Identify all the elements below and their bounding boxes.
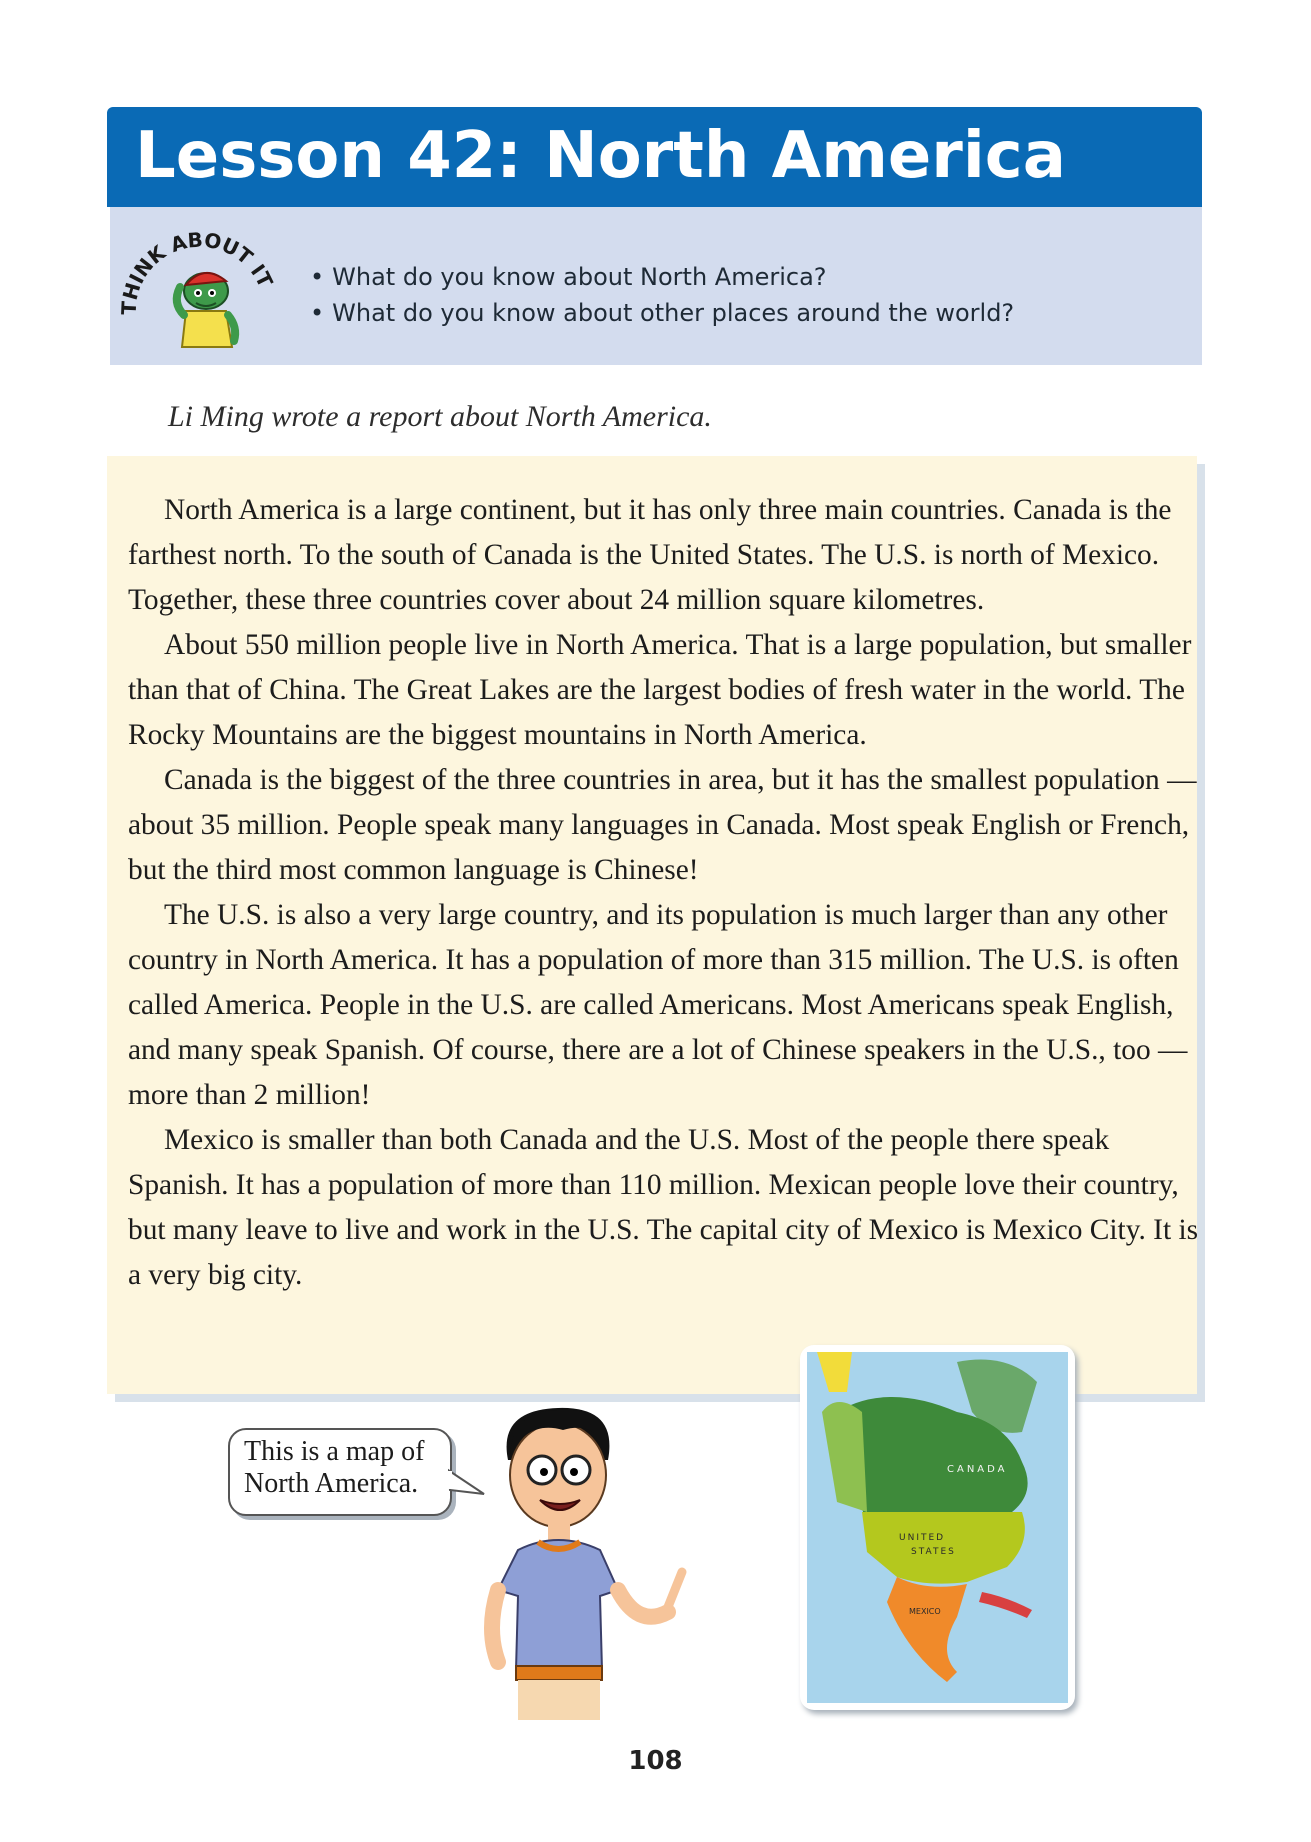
map-label: STATES	[911, 1547, 956, 1557]
map-frame	[800, 1345, 1075, 1710]
report-paragraph: Mexico is smaller than both Canada and the U.S. Most of the people there speak Spanish. It has a population of more than 110 million. Mexican people love their country, but many leave to live and work in the U.S. The capital city of Mexico is Mexico City. It is a very big city.	[128, 1124, 1199, 1291]
boy-illustration	[468, 1400, 708, 1720]
page-number: 108	[628, 1746, 683, 1776]
speech-bubble	[228, 1428, 452, 1516]
think-questions-list	[310, 259, 1014, 331]
think-question: • What do you know about other places around the world?	[310, 295, 1014, 331]
report-paragraph: Canada is the biggest of the three countries in area, but it has the smallest population — about 35 million. People speak many languages in Canada. Most speak English or French, but the third most common language is Chinese!	[128, 764, 1197, 886]
report-paragraph: The U.S. is also a very large country, and its population is much larger than any other country in North America. It has a population of more than 315 million. The U.S. is often called America. People in the U.S. are called Americans. Most Americans speak English, and many speak Spanish. Of course, there are a lot of Chinese speakers in the U.S., too — more than 2 million!	[128, 899, 1188, 1111]
speech-bubble-line: This is a map of	[244, 1436, 425, 1467]
speech-bubble-line: North America.	[244, 1468, 419, 1499]
north-america-map	[807, 1352, 1068, 1703]
report-paragraph: North America is a large continent, but it has only three main countries. Canada is the farthest north. To the south of Canada is the United States. The U.S. is north of Mexico. Together, these three countries cover about 24 million square kilometres.	[128, 494, 1172, 616]
report-box	[107, 456, 1197, 1394]
think-about-it-box	[110, 207, 1202, 365]
lesson-title-bar	[107, 107, 1202, 207]
think-about-it-icon	[114, 207, 284, 357]
intro-text: Li Ming wrote a report about North America.	[168, 400, 712, 433]
page-title: Lesson 42: North America	[135, 119, 1066, 193]
report-paragraph: About 550 million people live in North America. That is a large population, but smaller than that of China. The Great Lakes are the largest bodies of fresh water in the world. The Rocky Mountains are the biggest mountains in North America.	[128, 629, 1192, 751]
think-question: • What do you know about North America?	[310, 259, 1014, 295]
think-about-it-label: THINK ABOUT IT	[116, 227, 278, 316]
map-label: CANADA	[947, 1464, 1008, 1475]
map-label: MEXICO	[909, 1607, 941, 1616]
map-label: UNITED	[899, 1533, 946, 1543]
